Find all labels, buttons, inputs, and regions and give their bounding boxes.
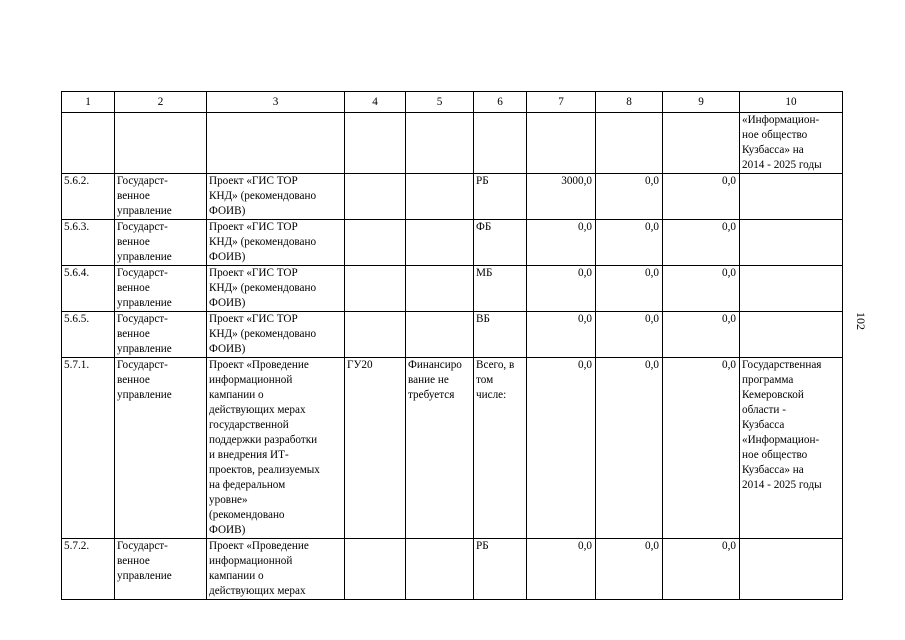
cell-source: ФБ — [474, 220, 527, 266]
page-number: 102 — [854, 312, 868, 330]
cell-amount-2: 0,0 — [596, 358, 663, 539]
cell-number: 5.6.4. — [62, 266, 115, 312]
table-row — [62, 312, 843, 358]
cell-amount-3: 0,0 — [663, 174, 740, 220]
cell-number — [62, 113, 115, 174]
cell-amount-3: 0,0 — [663, 266, 740, 312]
cell-amount-3: 0,0 — [663, 539, 740, 600]
cell-financing-note — [406, 266, 474, 312]
cell-financing-note — [406, 539, 474, 600]
cell-program: «Информацион- ное общество Кузбасса» на 2014 - 2025 годы — [740, 113, 843, 174]
cell-amount-1: 0,0 — [527, 312, 596, 358]
cell-financing-note — [406, 220, 474, 266]
cell-program — [740, 312, 843, 358]
cell-amount-2: 0,0 — [596, 312, 663, 358]
cell-number: 5.6.5. — [62, 312, 115, 358]
cell-activity: Проект «Проведение информационной кампании о действующих мерах государственной поддержки разработки и внедрения ИТ- проектов, реализуемых на федеральном уровне» (рекомендовано ФОИВ) — [207, 358, 345, 539]
cell-amount-3: 0,0 — [663, 220, 740, 266]
cell-program — [740, 220, 843, 266]
cell-source: РБ — [474, 539, 527, 600]
header-cell-2: 2 — [115, 92, 207, 113]
cell-number: 5.6.2. — [62, 174, 115, 220]
cell-code — [345, 266, 406, 312]
cell-responsible: Государст- венное управление — [115, 358, 207, 539]
cell-financing-note — [406, 312, 474, 358]
cell-responsible: Государст- венное управление — [115, 266, 207, 312]
cell-amount-2 — [596, 113, 663, 174]
cell-amount-2: 0,0 — [596, 539, 663, 600]
cell-amount-1: 0,0 — [527, 266, 596, 312]
header-cell-8: 8 — [596, 92, 663, 113]
cell-responsible: Государст- венное управление — [115, 312, 207, 358]
cell-amount-3 — [663, 113, 740, 174]
cell-responsible — [115, 113, 207, 174]
cell-source: ВБ — [474, 312, 527, 358]
header-cell-9: 9 — [663, 92, 740, 113]
cell-amount-1 — [527, 113, 596, 174]
header-cell-7: 7 — [527, 92, 596, 113]
cell-activity: Проект «ГИС ТОР КНД» (рекомендовано ФОИВ) — [207, 174, 345, 220]
cell-code — [345, 113, 406, 174]
table-row — [62, 220, 843, 266]
program-activities-table — [61, 91, 843, 600]
cell-responsible: Государст- венное управление — [115, 539, 207, 600]
cell-code: ГУ20 — [345, 358, 406, 539]
cell-amount-3: 0,0 — [663, 358, 740, 539]
table-header-row — [62, 92, 843, 113]
cell-activity: Проект «ГИС ТОР КНД» (рекомендовано ФОИВ) — [207, 312, 345, 358]
cell-responsible: Государст- венное управление — [115, 174, 207, 220]
header-cell-4: 4 — [345, 92, 406, 113]
header-cell-5: 5 — [406, 92, 474, 113]
cell-activity: Проект «ГИС ТОР КНД» (рекомендовано ФОИВ) — [207, 266, 345, 312]
cell-activity — [207, 113, 345, 174]
cell-source — [474, 113, 527, 174]
cell-source: РБ — [474, 174, 527, 220]
header-cell-6: 6 — [474, 92, 527, 113]
cell-activity: Проект «ГИС ТОР КНД» (рекомендовано ФОИВ) — [207, 220, 345, 266]
cell-program — [740, 174, 843, 220]
cell-financing-note — [406, 174, 474, 220]
cell-code — [345, 539, 406, 600]
cell-amount-2: 0,0 — [596, 174, 663, 220]
cell-source: Всего, в том числе: — [474, 358, 527, 539]
cell-amount-1: 0,0 — [527, 358, 596, 539]
header-cell-1: 1 — [62, 92, 115, 113]
cell-financing-note — [406, 113, 474, 174]
cell-code — [345, 312, 406, 358]
cell-amount-2: 0,0 — [596, 266, 663, 312]
cell-amount-1: 3000,0 — [527, 174, 596, 220]
cell-number: 5.6.3. — [62, 220, 115, 266]
cell-number: 5.7.1. — [62, 358, 115, 539]
cell-source: МБ — [474, 266, 527, 312]
cell-amount-1: 0,0 — [527, 539, 596, 600]
cell-responsible: Государст- венное управление — [115, 220, 207, 266]
cell-program — [740, 266, 843, 312]
table-row — [62, 113, 843, 174]
cell-program: Государственная программа Кемеровской области - Кузбасса «Информацион- ное общество Кузбасса» на 2014 - 2025 годы — [740, 358, 843, 539]
cell-amount-3: 0,0 — [663, 312, 740, 358]
cell-amount-2: 0,0 — [596, 220, 663, 266]
header-cell-3: 3 — [207, 92, 345, 113]
cell-program — [740, 539, 843, 600]
cell-financing-note: Финансиро вание не требуется — [406, 358, 474, 539]
cell-number: 5.7.2. — [62, 539, 115, 600]
cell-code — [345, 220, 406, 266]
cell-amount-1: 0,0 — [527, 220, 596, 266]
header-cell-10: 10 — [740, 92, 843, 113]
table-row — [62, 266, 843, 312]
cell-code — [345, 174, 406, 220]
cell-activity: Проект «Проведение информационной кампании о действующих мерах — [207, 539, 345, 600]
table-row — [62, 358, 843, 539]
table-row — [62, 174, 843, 220]
table-row — [62, 539, 843, 600]
